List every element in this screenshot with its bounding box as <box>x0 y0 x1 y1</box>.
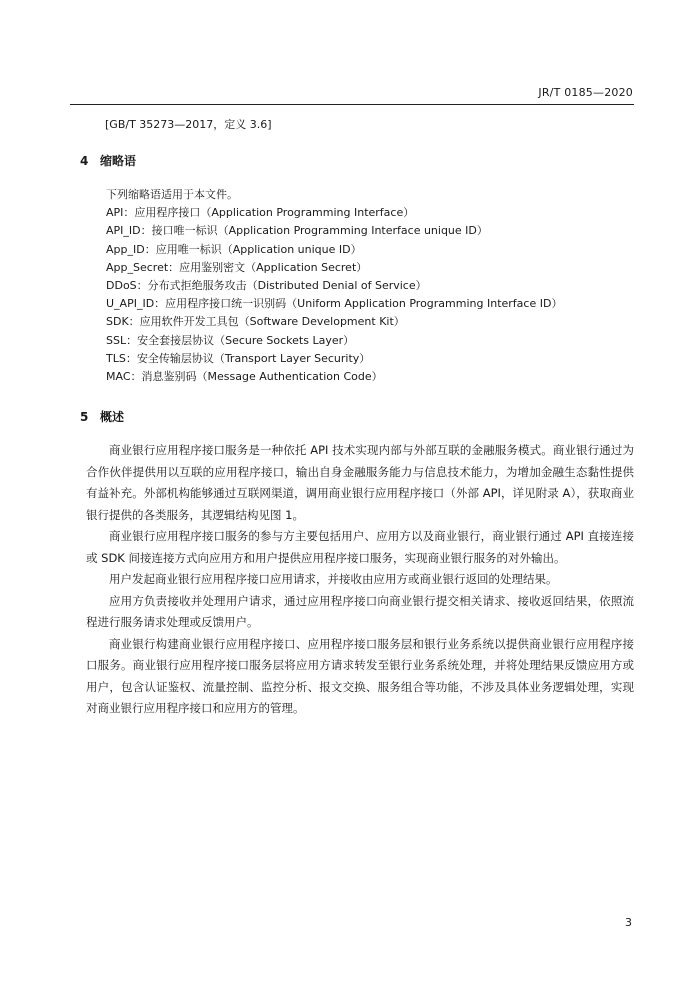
page-number: 3 <box>625 916 632 929</box>
paragraph: 应用方负责接收并处理用户请求，通过应用程序接口向商业银行提交相关请求、接收返回结果，依照流程进行服务请求处理或反馈用户。 <box>86 593 634 629</box>
list-item: SSL：安全套接层协议（Secure Sockets Layer） <box>106 333 355 347</box>
list-item: TLS：安全传输层协议（Transport Layer Security） <box>106 351 371 365</box>
list-item: App_ID：应用唯一标识（Application unique ID） <box>106 242 362 256</box>
overview-body <box>86 440 634 720</box>
abbreviation-list <box>106 186 562 386</box>
list-item: MAC：消息鉴别码（Message Authentication Code） <box>106 370 383 384</box>
paragraph: 商业银行应用程序接口服务的参与方主要包括用户、应用方以及商业银行，商业银行通过 API 直接连接或 SDK 间接连接方式向应用方和用户提供应用程序接口服务，实现商业银行服务的对外输出。 <box>86 529 634 565</box>
paragraph: 商业银行应用程序接口服务是一种依托 API 技术实现内部与外部互联的金融服务模式。商业银行通过为合作伙伴提供用以互联的应用程序接口，输出自身金融服务能力与信息技术能力，为增加金融生态黏性提供有益补充。外部机构能够通过互联网渠道，调用商业银行应用程序接口（外部 API，详见附录 A），获取商业银行提供的各类服务，其逻辑结构见图 1。 <box>86 443 634 522</box>
list-item: App_Secret：应用鉴别密文（Application Secret） <box>106 260 368 274</box>
paragraph: 用户发起商业银行应用程序接口应用请求，并接收由应用方或商业银行返回的处理结果。 <box>109 572 558 586</box>
header-divider <box>70 104 634 105</box>
section-4-heading <box>80 152 136 169</box>
list-item: U_API_ID：应用程序接口统一识别码（Uniform Application Programming Interface ID） <box>106 297 563 311</box>
section-5-heading <box>80 408 124 425</box>
abbreviation-intro: 下列缩略语适用于本文件。 <box>106 188 238 201</box>
section-5-number: 5 <box>80 410 89 424</box>
list-item: API：应用程序接口（Application Programming Interface） <box>106 206 415 220</box>
section-4-title: 缩略语 <box>100 154 137 168</box>
section-5-title: 概述 <box>100 410 125 424</box>
standard-code: JR/T 0185—2020 <box>538 86 633 99</box>
list-item: SDK：应用软件开发工具包（Software Development Kit） <box>106 315 405 329</box>
list-item: DDoS：分布式拒绝服务攻击（Distributed Denial of Service） <box>106 279 427 293</box>
section-4-number: 4 <box>80 154 89 168</box>
definition-reference: [GB/T 35273—2017，定义 3.6] <box>105 118 272 131</box>
list-item: API_ID：接口唯一标识（Application Programming Interface unique ID） <box>106 224 488 238</box>
paragraph: 商业银行构建商业银行应用程序接口、应用程序接口服务层和银行业务系统以提供商业银行应用程序接口服务。商业银行应用程序接口服务层将应用方请求转发至银行业务系统处理，并将处理结果反馈应用方或用户，包含认证鉴权、流量控制、监控分析、报文交换、服务组合等功能，不涉及具体业务逻辑处理，实现对商业银行应用程序接口和应用方的管理。 <box>86 636 634 715</box>
